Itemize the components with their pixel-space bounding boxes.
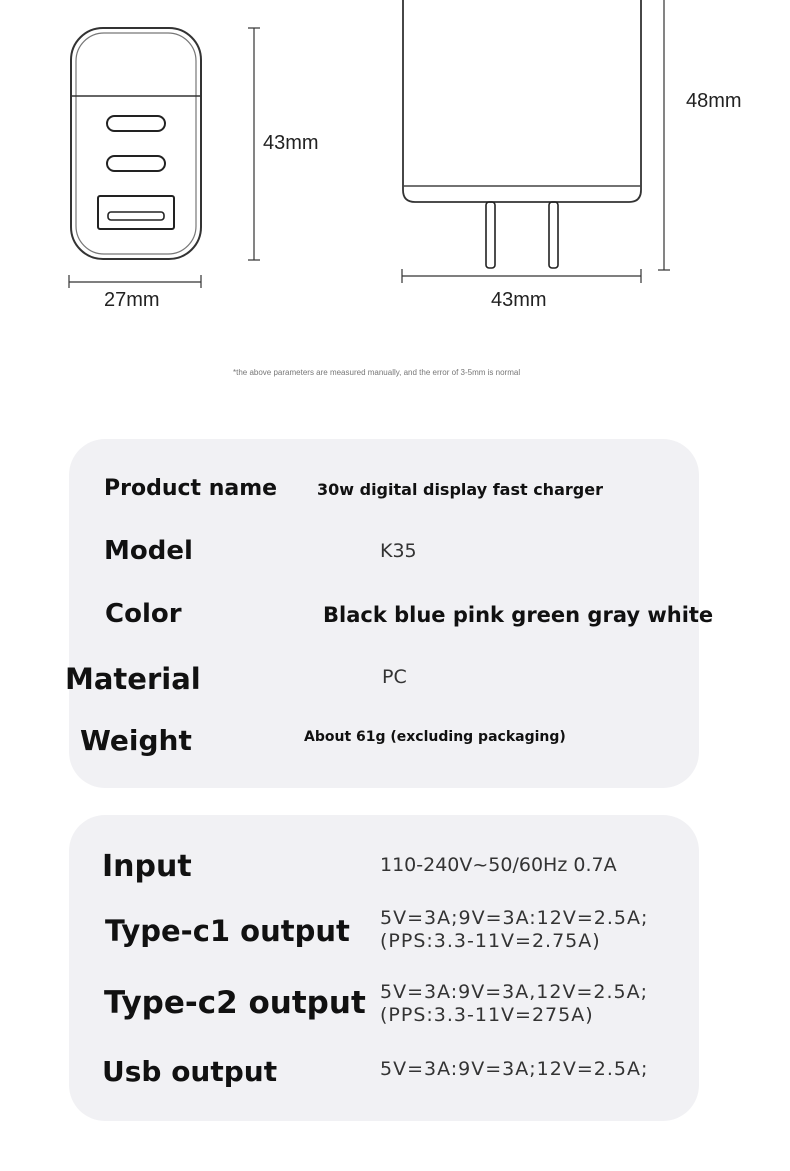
material-label: Material — [65, 662, 201, 696]
product-name-label: Product name — [104, 476, 278, 501]
usb-output-value: 5V=3A:9V=3A;12V=2.5A; — [380, 1058, 649, 1080]
side-height-dimension-line — [654, 0, 674, 276]
weight-label: Weight — [80, 724, 192, 757]
usb-output-label: Usb output — [102, 1055, 278, 1088]
front-width-label: 27mm — [104, 289, 160, 311]
measurement-note: *the above parameters are measured manually, and the error of 3-5mm is normal — [233, 368, 521, 377]
color-value: Black blue pink green gray white — [323, 603, 714, 627]
type-c2-label: Type-c2 output — [104, 985, 366, 1021]
front-height-label: 43mm — [263, 132, 319, 154]
weight-value: About 61g (excluding packaging) — [304, 729, 566, 745]
input-label: Input — [102, 849, 192, 884]
charger-front-illustration — [60, 20, 220, 290]
input-value: 110-240V~50/60Hz 0.7A — [380, 854, 617, 876]
product-name-value: 30w digital display fast charger — [317, 480, 603, 499]
color-label: Color — [105, 599, 182, 629]
material-value: PC — [382, 666, 407, 688]
model-label: Model — [104, 536, 193, 566]
charger-side-illustration — [396, 0, 656, 290]
type-c2-value-line2: (PPS:3.3-11V=275A) — [380, 1004, 594, 1026]
model-value: K35 — [380, 540, 417, 562]
type-c1-value-line1: 5V=3A;9V=3A:12V=2.5A; — [380, 907, 649, 929]
side-height-label: 48mm — [686, 90, 742, 112]
type-c2-value-line1: 5V=3A:9V=3A,12V=2.5A; — [380, 981, 648, 1003]
type-c1-label: Type-c1 output — [105, 914, 350, 948]
type-c1-value-line2: (PPS:3.3-11V=2.75A) — [380, 930, 601, 952]
side-width-label: 43mm — [491, 289, 547, 311]
front-height-dimension-line — [244, 24, 264, 264]
